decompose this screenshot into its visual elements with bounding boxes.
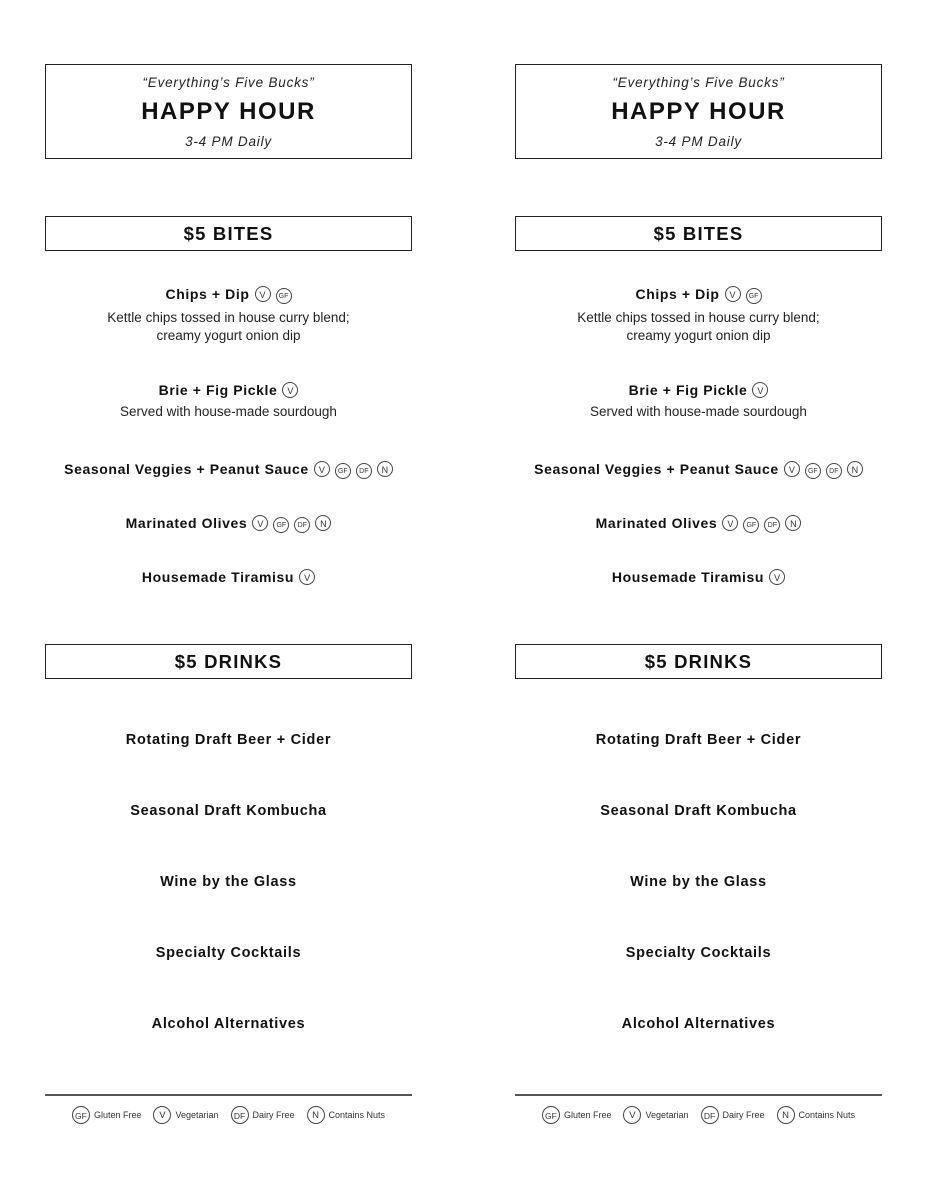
legend-item-dairy-free: [701, 1106, 765, 1124]
hours: 3-4 PM Daily: [655, 134, 742, 149]
dairy-free-badge-icon: DF: [231, 1106, 249, 1124]
vegetarian-badge-icon: V: [282, 382, 298, 398]
menu-panel-right: [515, 0, 882, 1200]
page-title: HAPPY HOUR: [611, 98, 786, 125]
legend-item-vegetarian: [623, 1106, 688, 1124]
item-name: [515, 569, 882, 585]
drink-item: Specialty Cocktails: [625, 945, 772, 961]
legend-label: Dairy Free: [252, 1110, 295, 1120]
contains-nuts-badge-icon: N: [847, 461, 863, 477]
section-heading-drinks: $5 DRINKS: [45, 644, 412, 679]
gluten-free-badge-icon: GF: [276, 288, 292, 304]
dairy-free-badge-icon: DF: [356, 463, 372, 479]
menu-item: [515, 569, 882, 585]
contains-nuts-badge-icon: N: [377, 461, 393, 477]
dietary-legend: [45, 1106, 412, 1124]
dairy-free-badge-icon: DF: [294, 517, 310, 533]
menu-item: [45, 461, 412, 479]
tagline: “Everything’s Five Bucks”: [142, 75, 315, 90]
item-name: [515, 461, 882, 479]
description-line: Served with house-made sourdough: [590, 404, 807, 419]
vegetarian-badge-icon: V: [752, 382, 768, 398]
contains-nuts-badge-icon: N: [777, 1106, 795, 1124]
legend-item-dairy-free: [231, 1106, 295, 1124]
gluten-free-badge-icon: GF: [273, 517, 289, 533]
section-heading-drinks: $5 DRINKS: [515, 644, 882, 679]
item-name: [45, 461, 412, 479]
hours: 3-4 PM Daily: [185, 134, 272, 149]
item-title: Brie + Fig Pickle: [628, 382, 748, 398]
legend-item-gluten-free: [72, 1106, 142, 1124]
gluten-free-badge-icon: GF: [72, 1106, 90, 1124]
item-title: Chips + Dip: [165, 286, 250, 302]
vegetarian-badge-icon: V: [153, 1106, 171, 1124]
legend-label: Gluten Free: [563, 1110, 612, 1120]
item-name: [515, 382, 882, 398]
drink-item: Alcohol Alternatives: [621, 1016, 776, 1032]
dairy-free-badge-icon: DF: [826, 463, 842, 479]
gluten-free-badge-icon: GF: [335, 463, 351, 479]
item-name: [45, 569, 412, 585]
legend-label: Vegetarian: [175, 1110, 219, 1120]
drink-item: Seasonal Draft Kombucha: [600, 803, 797, 819]
description-line: Served with house-made sourdough: [120, 404, 337, 419]
vegetarian-badge-icon: V: [299, 569, 315, 585]
menu-item: [515, 515, 882, 533]
gluten-free-badge-icon: GF: [805, 463, 821, 479]
menu-item: [515, 461, 882, 479]
section-heading-bites: $5 BITES: [515, 216, 882, 251]
vegetarian-badge-icon: V: [725, 286, 741, 302]
vegetarian-badge-icon: V: [314, 461, 330, 477]
description-line: Kettle chips tossed in house curry blend;: [577, 310, 820, 325]
description-line: creamy yogurt onion dip: [626, 328, 771, 343]
dairy-free-badge-icon: DF: [701, 1106, 719, 1124]
vegetarian-badge-icon: V: [769, 569, 785, 585]
item-name: [45, 515, 412, 533]
contains-nuts-badge-icon: N: [307, 1106, 325, 1124]
header-box: [515, 64, 882, 159]
item-description: [45, 403, 412, 421]
dairy-free-badge-icon: DF: [764, 517, 780, 533]
description-line: Kettle chips tossed in house curry blend;: [107, 310, 350, 325]
contains-nuts-badge-icon: N: [315, 515, 331, 531]
menu-item: [45, 286, 412, 345]
drink-item: Specialty Cocktails: [155, 945, 302, 961]
drink-item: Wine by the Glass: [160, 874, 297, 890]
item-title: Brie + Fig Pickle: [158, 382, 278, 398]
vegetarian-badge-icon: V: [252, 515, 268, 531]
drink-item: Seasonal Draft Kombucha: [130, 803, 327, 819]
gluten-free-badge-icon: GF: [746, 288, 762, 304]
gluten-free-badge-icon: GF: [542, 1106, 560, 1124]
header-box: [45, 64, 412, 159]
item-title: Seasonal Veggies + Peanut Sauce: [64, 461, 309, 477]
item-title: Marinated Olives: [125, 515, 248, 531]
drink-item: Alcohol Alternatives: [151, 1016, 306, 1032]
item-name: [45, 382, 412, 398]
item-name: [515, 286, 882, 304]
item-name: [45, 286, 412, 304]
section-heading-bites: $5 BITES: [45, 216, 412, 251]
footer-divider: [45, 1094, 412, 1096]
menu-panel-left: [45, 0, 412, 1200]
legend-item-vegetarian: [153, 1106, 218, 1124]
item-name: [515, 515, 882, 533]
item-description: [515, 309, 882, 345]
legend-item-contains-nuts: [777, 1106, 856, 1124]
vegetarian-badge-icon: V: [784, 461, 800, 477]
legend-item-contains-nuts: [307, 1106, 386, 1124]
contains-nuts-badge-icon: N: [785, 515, 801, 531]
menu-item: [45, 515, 412, 533]
tagline: “Everything’s Five Bucks”: [612, 75, 785, 90]
vegetarian-badge-icon: V: [255, 286, 271, 302]
menu-item: [45, 382, 412, 421]
vegetarian-badge-icon: V: [722, 515, 738, 531]
item-title: Housemade Tiramisu: [141, 569, 295, 585]
drink-item: Wine by the Glass: [630, 874, 767, 890]
item-description: [45, 309, 412, 345]
dietary-legend: [515, 1106, 882, 1124]
item-title: Housemade Tiramisu: [611, 569, 765, 585]
item-title: Marinated Olives: [595, 515, 718, 531]
drink-item: Rotating Draft Beer + Cider: [125, 732, 332, 748]
legend-label: Gluten Free: [93, 1110, 142, 1120]
footer-divider: [515, 1094, 882, 1096]
legend-item-gluten-free: [542, 1106, 612, 1124]
vegetarian-badge-icon: V: [623, 1106, 641, 1124]
page-title: HAPPY HOUR: [141, 98, 316, 125]
item-description: [515, 403, 882, 421]
gluten-free-badge-icon: GF: [743, 517, 759, 533]
menu-item: [45, 569, 412, 585]
menu-item: [515, 286, 882, 345]
drink-item: Rotating Draft Beer + Cider: [595, 732, 802, 748]
legend-label: Dairy Free: [722, 1110, 765, 1120]
legend-label: Vegetarian: [645, 1110, 689, 1120]
item-title: Seasonal Veggies + Peanut Sauce: [534, 461, 779, 477]
item-title: Chips + Dip: [635, 286, 720, 302]
description-line: creamy yogurt onion dip: [156, 328, 301, 343]
menu-item: [515, 382, 882, 421]
legend-label: Contains Nuts: [328, 1110, 386, 1120]
legend-label: Contains Nuts: [798, 1110, 856, 1120]
